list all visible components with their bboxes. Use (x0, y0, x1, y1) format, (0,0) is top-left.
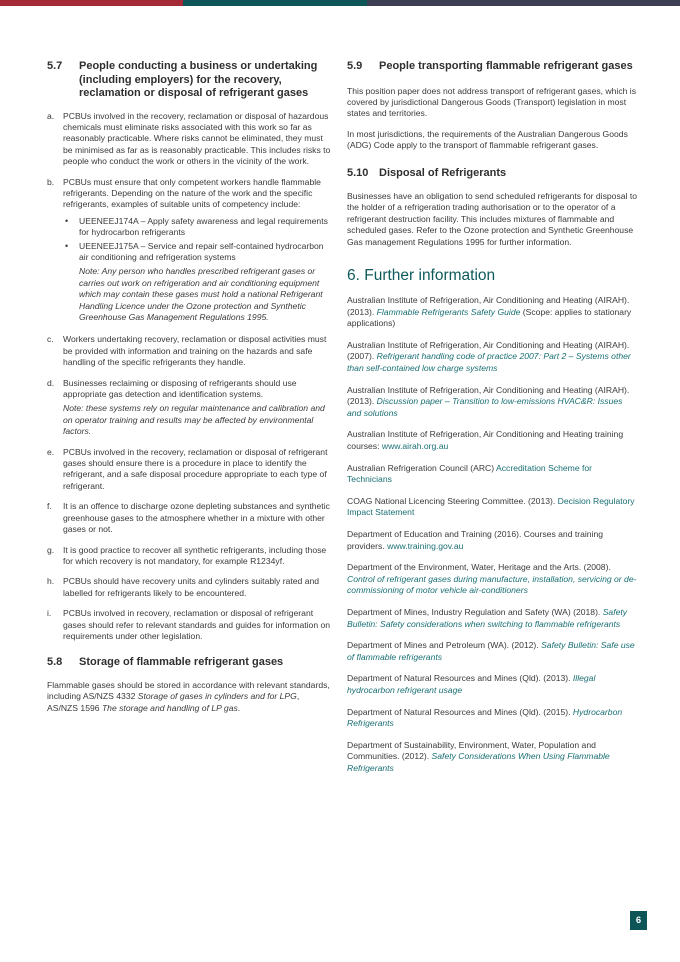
reference-link[interactable]: Decision Regulatory Impact Statement (347, 495, 635, 518)
reference-item: Department of Sustainability, Environment, Water, Population and Communities. (2012). Safety Considerations When Using Flammable Refrigerants (347, 739, 610, 773)
reference-item: Department of Natural Resources and Mines (Qld). (2013). Illegal hydrocarbon refrigerant usage (347, 673, 596, 695)
reference-item: Department of the Environment, Water, Heritage and the Arts. (2008). Control of refrigerant gases during manufacture, installation, servicing or de-commissioning of motor vehicle air-conditioners (347, 562, 637, 596)
list-item-b: b. PCBUs must ensure that only competent workers handle flammable refrigerants. Depending on the nature of the work and the specific refrigerants, examples of suitable units of competency include: • UEENEEJ174A – Apply safety awareness and legal requirements for hydrocarbon refrigerants • UEENEEJ175A – Service and repair self-contained hydrocarbon air conditioning and refrigeration systems Note: Any person who handles prescribed refrigerant gases or carries out work on refrigeration and air conditioning equipment which may contain these gases must hold a national Refrigerant Handling Licence under the Ozone protection and Synthetic Greenhouse Gas Management Regulations 1995. (47, 177, 331, 326)
reference-item: Australian Institute of Refrigeration, Air Conditioning and Heating (AIRAH). (2013). Flammable Refrigerants Safety Guide (Scope: applies to stationary applications) (347, 295, 632, 329)
reference-link[interactable]: Accreditation Scheme for Technicians (347, 462, 593, 485)
right-column (347, 60, 637, 784)
list-item-c: c. Workers undertaking recovery, reclamation or disposal activities must be provided with information and training on the hazards and safe handling of the specific refrigerants they handle. (47, 334, 327, 368)
reference-link[interactable]: www.training.gov.au (387, 540, 464, 551)
reference-item: Department of Mines, Industry Regulation and Safety (WA) (2018). Safety Bulletin: Safety considerations when switching to flammable refrigerants (347, 606, 628, 629)
section-5-10-heading: 5.10 Disposal of Refrigerants (347, 166, 507, 179)
page-number: 6 (630, 911, 647, 930)
list-item-h: h. PCBUs should have recovery units and cylinders suitably rated and labelled for refrigerants likely to be encountered. (47, 576, 320, 598)
reference-link[interactable]: Safety Bulletin: Safe use of flammable refrigerants (347, 640, 635, 662)
section-5-7-heading: 5.7 People conducting a business or undertaking (including employers) for the recovery, reclamation or disposal of refrigerant gases (47, 60, 318, 99)
competency-list (63, 216, 331, 324)
reference-item: Australian Institute of Refrigeration, Air Conditioning and Heating (AIRAH). (2013). Discussion paper – Transition to low-emissions HVAC&R: Issues and solutions (347, 384, 630, 418)
reference-item: Australian Refrigeration Council (ARC) Accreditation Scheme for Technicians (347, 462, 593, 485)
reference-item: Department of Education and Training (2016). Courses and training providers. www.training.gov.au (347, 528, 604, 551)
reference-item: Australian Institute of Refrigeration, Air Conditioning and Heating (AIRAH). (2007). Refrigerant handling code of practice 2007: Part 2 – Systems other than self-contained low charge systems (347, 339, 631, 374)
reference-item: COAG National Licencing Steering Committee. (2013). Decision Regulatory Impact Statement (347, 495, 635, 518)
list-item-g: g. It is good practice to recover all synthetic refrigerants, including those for which recovery is not mandatory, for example R1234yf. (47, 544, 327, 566)
section-5-8-heading: 5.8 Storage of flammable refrigerant gases (47, 656, 284, 669)
reference-link[interactable]: Safety Bulletin: Safety considerations when switching to flammable refrigerants (347, 606, 628, 629)
top-bar-slate-segment (367, 0, 680, 6)
detection-note: Note: these systems rely on regular maintenance and calibration and on operator training and results may be affected by environmental factors. (63, 403, 325, 437)
reference-item: Department of Mines and Petroleum (WA). (2012). Safety Bulletin: Safe use of flammable refrigerants (347, 640, 635, 662)
reference-item: Australian Institute of Refrigeration, Air Conditioning and Heating training courses: www.airah.org.au (347, 429, 624, 451)
reference-link[interactable]: Flammable Refrigerants Safety Guide (376, 306, 521, 317)
competency-bullet: • UEENEEJ175A – Service and repair self-contained hydrocarbon air conditioning and refrigeration systems Note: Any person who handles prescribed refrigerant gases or carries out work on refrigeration and air conditioning equipment which may contain these gases must hold a national Refrigerant Handling Licence under the Ozone protection and Synthetic Greenhouse Gas Management Regulations 1995. (79, 241, 331, 324)
competency-bullet: • UEENEEJ174A – Apply safety awareness and legal requirements for hydrocarbon refrigerants (79, 216, 331, 239)
list-item-i: i. PCBUs involved in recovery, reclamation or disposal of refrigerant gases should refer to relevant standards and guides for information on requirements under other legislation. (47, 608, 331, 641)
reference-link[interactable]: Hydrocarbon Refrigerants (347, 706, 623, 729)
licence-note: Note: Any person who handles prescribed refrigerant gases or carries out work on refrigeration and air conditioning equipment which may contain these gases must hold a national Refrigerant Handling Licence under the Ozone protection and Synthetic Greenhouse Gas Management Regulations 1995. (79, 266, 323, 322)
transport-paragraph-1: This position paper does not address transport of refrigerant gases, which is covered by jurisdictional Dangerous Goods (Transport) legislation in most states and territories. (347, 85, 636, 119)
reference-link[interactable]: Refrigerant handling code of practice 2007: Part 2 – Systems other than self-contained low charge systems (347, 351, 631, 374)
storage-paragraph: Flammable gases should be stored in accordance with relevant standards, including AS/NZS 4332 Storage of gases in cylinders and for LPG, AS/NZS 1596 The storage and handling of LP gas. (47, 679, 330, 713)
reference-item: Department of Natural Resources and Mines (Qld). (2015). Hydrocarbon Refrigerants (347, 706, 623, 729)
list-item-d: d. Businesses reclaiming or disposing of refrigerants should use appropriate gas detection and identification systems. Note: these systems rely on regular maintenance and calibration and on operator training and results may be affected by environmental factors. (47, 378, 331, 438)
reference-link[interactable]: www.airah.org.au (381, 441, 449, 451)
reference-link[interactable]: Illegal hydrocarbon refrigerant usage (347, 673, 596, 695)
top-bar-red-segment (0, 0, 183, 6)
reference-link[interactable]: Safety Considerations When Using Flammable Refrigerants (347, 751, 610, 773)
left-column (47, 60, 331, 723)
reference-link[interactable]: Control of refrigerant gases during manufacture, installation, servicing or de-commissioning of motor vehicle air-conditioners (347, 573, 637, 596)
reference-link[interactable]: Discussion paper – Transition to low-emissions HVAC&R: Issues and solutions (347, 396, 623, 418)
disposal-paragraph: Businesses have an obligation to send scheduled refrigerants for disposal to the holder of a refrigeration trading authorisation or to the operator of a refrigerant destruction facility. This includes mixtures of flammable and scheduled gases. Refer to the Ozone protection and Synthetic Greenhouse Gas management Regulations 1995 for further information. (347, 191, 637, 247)
top-color-bar (0, 0, 680, 6)
section-5-9-heading: 5.9 People transporting flammable refrigerant gases (347, 60, 633, 72)
list-item-e: e. PCBUs involved in the recovery, reclamation or disposal of refrigerant gases should ensure there is a procedure in place to identify the refrigerant, and a safe disposal procedure appropriate to each type of refrigerant. (47, 446, 328, 491)
further-information-heading: 6. Further information (347, 267, 496, 285)
top-bar-teal-segment (183, 0, 367, 6)
list-item-f: f. It is an offence to discharge ozone depleting substances and synthetic greenhouse gases to the atmosphere whether in a mixture with other gases or not. (47, 501, 330, 535)
transport-paragraph-2: In most jurisdictions, the requirements of the Australian Dangerous Goods (ADG) Code apply to the transport of flammable refrigerant gases. (347, 128, 628, 151)
list-item-a: a. PCBUs involved in the recovery, reclamation or disposal of hazardous chemicals must eliminate risks associated with this work so far as reasonably practicable. Where risks cannot be eliminated, they must be minimised as far as is reasonably practicable. This includes risks to people who conduct the work or others in the vicinity of the work. (47, 110, 331, 167)
